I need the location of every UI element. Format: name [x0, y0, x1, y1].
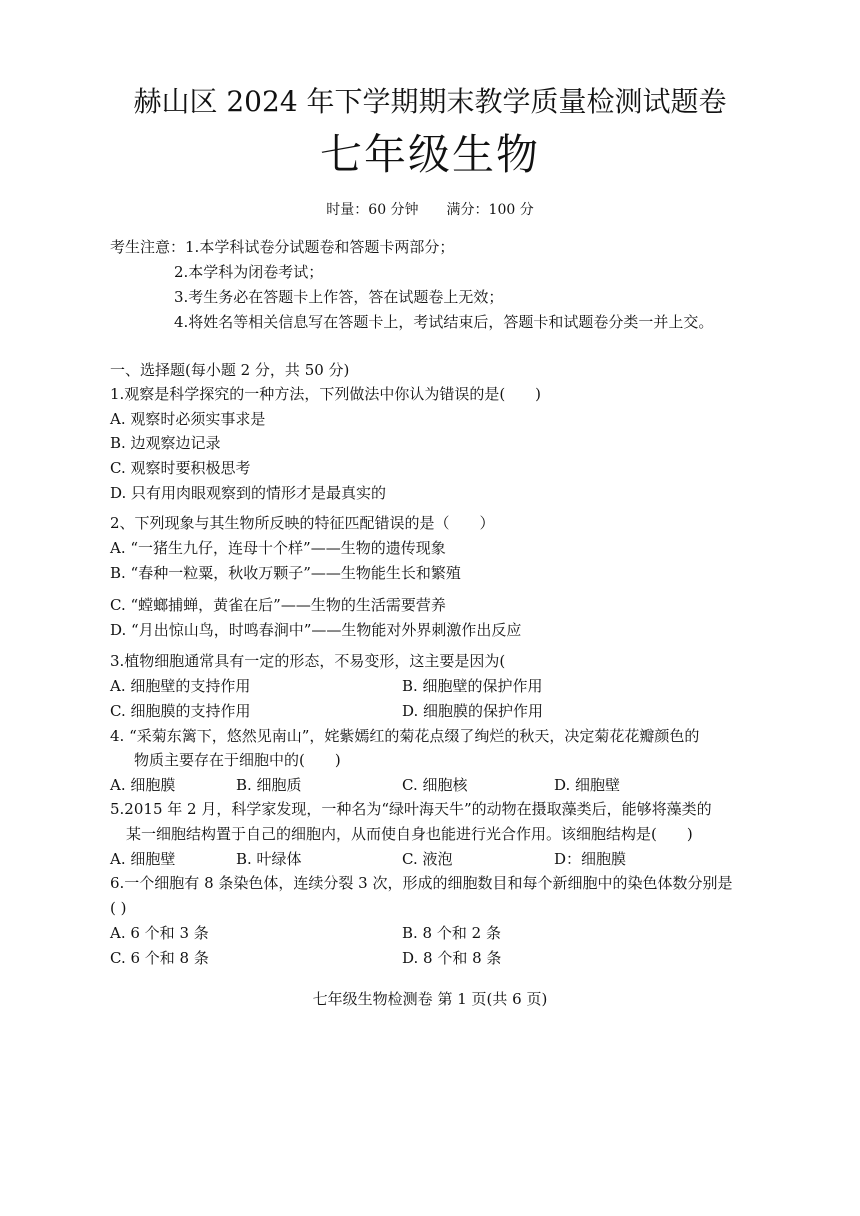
- question-option: C. 液泡: [402, 850, 453, 868]
- section-heading: 一、选择题(每小题 2 分，共 50 分): [110, 361, 350, 379]
- question-option: B. 叶绿体: [236, 850, 302, 868]
- question-option: A. “一猪生九仔，连母十个样”——生物的遗传现象: [110, 539, 446, 557]
- question-option: A. 观察时必须实事求是: [110, 410, 266, 428]
- notice-item: 2.本学科为闭卷考试；: [174, 263, 324, 281]
- question-option: D：细胞膜: [554, 850, 627, 868]
- notice-item: 3.考生务必在答题卡上作答，答在试题卷上无效；: [174, 288, 504, 306]
- time-limit: 时量：60 分钟: [326, 202, 419, 218]
- question-option: A. 细胞壁的支持作用: [110, 677, 251, 695]
- question-option: C. 观察时要积极思考: [110, 459, 251, 477]
- question-stem: 1.观察是科学探究的一种方法，下列做法中你认为错误的是( ): [110, 385, 542, 403]
- question-option: A. 细胞壁: [110, 850, 176, 868]
- notice-item: 1.本学科试卷分试题卷和答题卡两部分；: [185, 238, 455, 256]
- question-option: A. 6 个和 3 条: [110, 924, 209, 942]
- question-stem: 5.2015 年 2 月，科学家发现，一种名为“绿叶海天牛”的动物在摄取藻类后，能够将藻类的: [110, 800, 712, 818]
- question-option: D. “月出惊山鸟，时鸣春涧中”——生物能对外界刺激作出反应: [110, 621, 522, 639]
- page-footer: 七年级生物检测卷 第 1 页(共 6 页): [312, 990, 548, 1008]
- exam-meta: [0, 200, 860, 220]
- question-option: B. 细胞质: [236, 776, 302, 794]
- question-option: C. 细胞膜的支持作用: [110, 702, 251, 720]
- question-option: D. 只有用肉眼观察到的情形才是最真实的: [110, 484, 387, 502]
- question-option: C. 细胞核: [402, 776, 468, 794]
- question-option: B. “春种一粒粟，秋收万颗子”——生物能生长和繁殖: [110, 564, 461, 582]
- notice-item: 4.将姓名等相关信息写在答题卡上，考试结束后，答题卡和试题卷分类一并上交。: [174, 313, 714, 331]
- question-option: B. 8 个和 2 条: [402, 924, 501, 942]
- question-stem: 2、下列现象与其生物所反映的特征匹配错误的是（ ）: [110, 514, 495, 532]
- question-option: D. 细胞膜的保护作用: [402, 702, 544, 720]
- question-stem: 6.一个细胞有 8 条染色体，连续分裂 3 次，形成的细胞数目和每个新细胞中的染色体数分别是: [110, 874, 733, 892]
- question-option: C. “螳螂捕蝉，黄雀在后”——生物的生活需要营养: [110, 596, 446, 614]
- exam-title: 赫山区 2024 年下学期期末教学质量检测试题卷: [133, 85, 727, 118]
- question-stem: ( ): [110, 899, 127, 917]
- question-option: B. 细胞壁的保护作用: [402, 677, 543, 695]
- notice-label: 考生注意：: [110, 238, 186, 256]
- question-stem: 某一细胞结构置于自己的细胞内，从而使自身也能进行光合作用。该细胞结构是( ): [126, 825, 693, 843]
- full-score: 满分：100 分: [446, 202, 534, 218]
- question-option: D. 细胞壁: [554, 776, 621, 794]
- question-option: D. 8 个和 8 条: [402, 949, 502, 967]
- notice-line-1: [110, 236, 454, 258]
- question-stem: 3.植物细胞通常具有一定的形态，不易变形，这主要是因为(: [110, 652, 506, 670]
- question-stem: 4. “采菊东篱下，悠然见南山”，姹紫嫣红的菊花点缀了绚烂的秋天，决定菊花花瓣颜色的: [110, 727, 700, 745]
- question-option: B. 边观察边记录: [110, 434, 221, 452]
- question-option: A. 细胞膜: [110, 776, 176, 794]
- question-option: C. 6 个和 8 条: [110, 949, 209, 967]
- exam-subject: 七年级生物: [319, 130, 540, 179]
- question-stem: 物质主要存在于细胞中的( ): [134, 751, 341, 769]
